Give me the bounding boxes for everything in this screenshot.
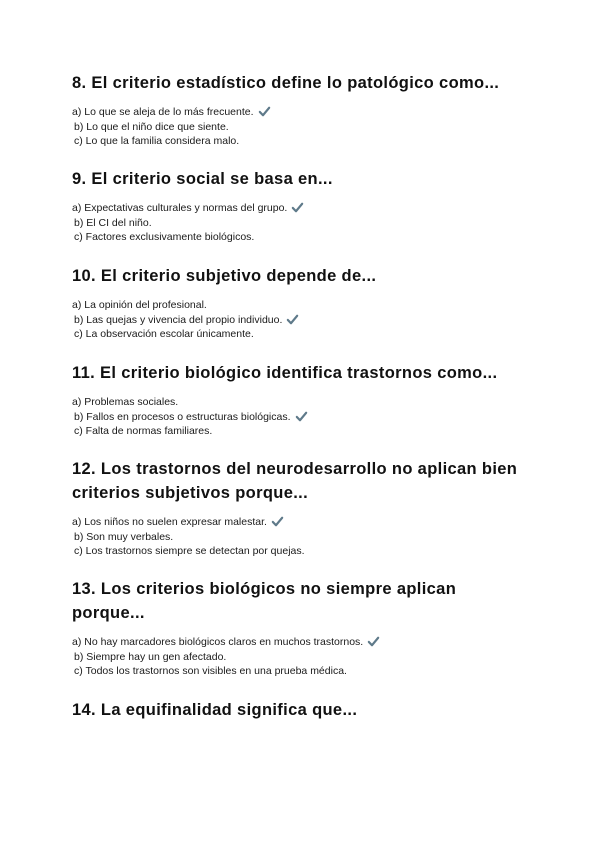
question-title [72,457,542,505]
option-text: c) Lo que la familia considera malo. [74,135,240,148]
question-title: 14. La equifinalidad significa que... [72,701,358,719]
option-text: c) Los trastornos siempre se detectan por quejas. [74,545,305,558]
option-text: b) Siempre hay un gen afectado. [74,650,227,663]
option-a [72,201,542,216]
option-text: a) Lo que se aleja de lo más frecuente. [72,106,254,118]
options-list [72,201,542,245]
question-12 [72,457,542,559]
options-list [72,515,542,559]
title-line: porque... [72,604,145,622]
option-a [72,395,542,410]
option-a [72,298,542,313]
question-14 [72,698,542,722]
options-list [72,105,542,149]
option-text: a) No hay marcadores biológicos claros en muchos trastornos. [72,636,364,648]
option-c [72,664,542,679]
option-c [72,230,542,245]
question-title: 11. El criterio biológico identifica trastornos como... [72,364,498,382]
option-b [72,120,542,135]
question-13 [72,577,542,679]
title-line: criterios subjetivos porque... [72,484,309,502]
option-text: a) Expectativas culturales y normas del grupo. [72,202,288,214]
option-c [72,327,542,342]
option-b [72,530,542,545]
option-text: c) La observación escolar únicamente. [74,328,254,341]
question-title: 8. El criterio estadístico define lo patológico como... [72,74,500,92]
checkmark-icon [295,410,308,423]
question-9 [72,167,542,245]
question-10 [72,264,542,342]
options-list [72,298,542,342]
option-text: c) Falta de normas familiares. [74,425,213,438]
option-text: a) La opinión del profesional. [72,299,207,311]
question-title: 9. El criterio social se basa en... [72,170,333,188]
option-b [72,410,542,425]
checkmark-icon [291,201,304,214]
option-text: b) Fallos en procesos o estructuras biológicas. [74,410,291,423]
checkmark-icon [367,635,380,648]
question-title [72,577,542,625]
options-list [72,635,542,679]
option-a [72,635,542,650]
checkmark-icon [258,105,271,118]
title-line: 13. Los criterios biológicos no siempre aplican [72,580,457,598]
question-title: 10. El criterio subjetivo depende de... [72,267,377,285]
option-text: a) Los niños no suelen expresar malestar. [72,516,267,528]
option-c [72,544,542,559]
question-8 [72,71,542,149]
option-text: b) Lo que el niño dice que siente. [74,120,229,133]
question-11 [72,361,542,439]
option-text: c) Todos los trastornos son visibles en una prueba médica. [74,665,347,678]
option-text: b) Las quejas y vivencia del propio individuo. [74,313,283,326]
option-c [72,424,542,439]
option-b [72,650,542,665]
option-c [72,134,542,149]
checkmark-icon [271,515,284,528]
checkmark-icon [286,313,299,326]
option-a [72,105,542,120]
options-list [72,395,542,439]
title-line: 12. Los trastornos del neurodesarrollo no aplican bien [72,460,518,478]
option-text: c) Factores exclusivamente biológicos. [74,231,255,244]
option-text: b) Son muy verbales. [74,530,174,543]
option-b [72,313,542,328]
option-a [72,515,542,530]
option-b [72,216,542,231]
option-text: b) El CI del niño. [74,216,152,229]
option-text: a) Problemas sociales. [72,396,179,408]
